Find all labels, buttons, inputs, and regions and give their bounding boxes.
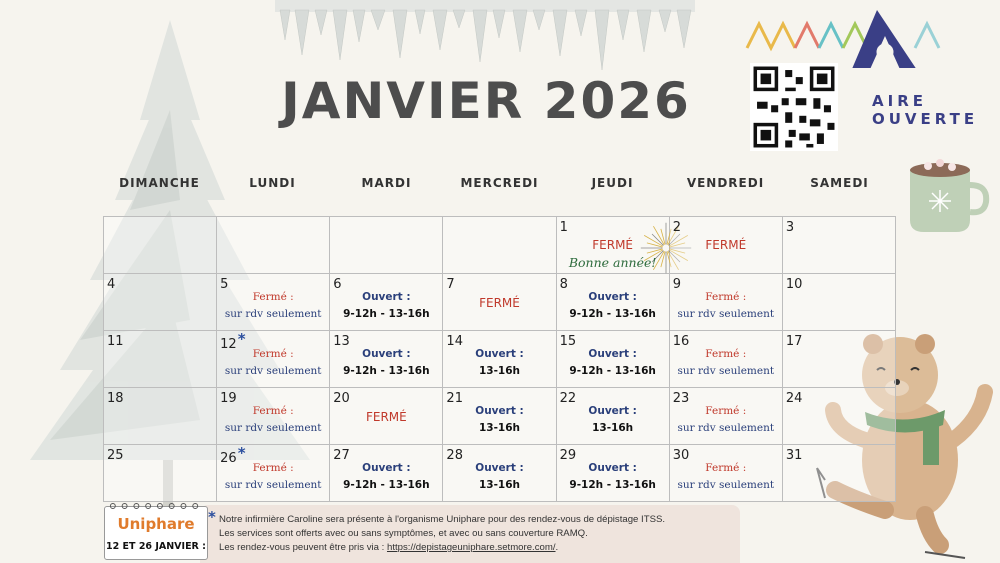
uniphare-dates: 12 ET 26 JANVIER : — [106, 541, 206, 552]
calendar-empty-cell — [217, 217, 330, 274]
open-label: Ouvert : — [588, 348, 637, 360]
day-number: 14 — [446, 334, 463, 349]
day-number: 9 — [672, 277, 681, 292]
footnote-line-2: Les services sont offerts avec ou sans symptômes, et avec ou sans couverture RAMQ. — [219, 528, 588, 539]
day-status — [670, 289, 782, 323]
new-year-greeting: Bonne année! — [568, 255, 657, 270]
day-status — [557, 237, 669, 271]
open-hours: 9-12h - 13-16h — [343, 365, 430, 377]
day-number: 3 — [785, 220, 795, 235]
appointment-only-label: sur rdv seulement — [677, 422, 775, 434]
open-label: Ouvert : — [475, 462, 524, 474]
calendar-day-18 — [104, 388, 217, 445]
hot-chocolate-mug-illustration — [900, 150, 990, 240]
closed-label: FERMÉ — [365, 410, 407, 424]
day-status — [330, 289, 442, 323]
closed-label: Fermé : — [252, 291, 294, 303]
notepad-rings-icon — [105, 502, 207, 510]
day-status — [217, 460, 329, 494]
calendar-day-12 — [217, 331, 330, 388]
open-hours: 13-16h — [478, 479, 521, 491]
calendar-day-13 — [330, 331, 443, 388]
calendar-day-14 — [443, 331, 556, 388]
open-hours: 9-12h - 13-16h — [569, 479, 656, 491]
calendar-day-2 — [670, 217, 783, 274]
day-number: 31 — [785, 448, 803, 463]
day-number: 23 — [672, 391, 690, 406]
appointment-only-label: sur rdv seulement — [224, 365, 322, 377]
aire-ouverte-logo-text — [872, 92, 978, 128]
footnote-star-marker: * — [237, 444, 246, 462]
closed-label: Fermé : — [705, 462, 747, 474]
aire-ouverte-logo-mark — [745, 8, 945, 68]
uniphare-badge — [104, 506, 208, 560]
open-label: Ouvert : — [475, 348, 524, 360]
day-status — [443, 460, 555, 494]
calendar-day-23 — [670, 388, 783, 445]
open-hours: 13-16h — [478, 422, 521, 434]
day-number: 5 — [220, 277, 229, 292]
day-header-saturday: SAMEDI — [810, 176, 869, 190]
footnote-text — [219, 513, 665, 555]
day-number: 8 — [559, 277, 568, 292]
day-number: 22 — [559, 391, 577, 406]
open-label: Ouvert : — [362, 291, 411, 303]
day-number: 19 — [220, 391, 237, 406]
open-hours: 9-12h - 13-16h — [569, 308, 656, 320]
day-status — [670, 403, 782, 437]
calendar-day-22 — [557, 388, 670, 445]
day-status — [557, 403, 669, 437]
calendar-empty-cell — [330, 217, 443, 274]
closed-label: Fermé : — [705, 348, 747, 360]
day-header-tuesday: MARDI — [361, 176, 412, 190]
day-number: 6 — [333, 277, 342, 292]
day-number: 18 — [107, 391, 124, 406]
open-label: Ouvert : — [362, 348, 411, 360]
closed-label: FERMÉ — [592, 238, 634, 252]
calendar-day-28 — [443, 445, 556, 502]
day-header-thursday: JEUDI — [591, 176, 634, 190]
day-number: 10 — [785, 277, 803, 292]
appointment-only-label: sur rdv seulement — [224, 308, 322, 320]
day-status — [557, 289, 669, 323]
calendar-day-6 — [330, 274, 443, 331]
calendar-day-4 — [104, 274, 217, 331]
calendar-day-8 — [557, 274, 670, 331]
day-header-wednesday: MERCREDI — [460, 176, 539, 190]
open-hours: 9-12h - 13-16h — [343, 308, 430, 320]
footnote-line-3-prefix: Les rendez-vous peuvent être pris via : — [219, 542, 387, 553]
open-hours: 13-16h — [592, 422, 634, 434]
closed-label: FERMÉ — [705, 238, 747, 252]
day-number: 20 — [333, 391, 350, 406]
day-number: 24 — [785, 391, 803, 406]
calendar-day-25 — [104, 445, 217, 502]
footnote-star-marker: * — [237, 330, 246, 348]
day-status — [443, 403, 555, 437]
calendar-day-7 — [443, 274, 556, 331]
day-status — [217, 403, 329, 437]
closed-label: FERMÉ — [479, 296, 520, 310]
calendar-day-15 — [557, 331, 670, 388]
open-hours: 9-12h - 13-16h — [343, 479, 430, 491]
calendar-day-26 — [217, 445, 330, 502]
day-number: 2 — [672, 220, 681, 235]
open-label: Ouvert : — [475, 405, 524, 417]
calendar-day-9 — [670, 274, 783, 331]
closed-label: Fermé : — [252, 348, 294, 360]
open-label: Ouvert : — [362, 462, 411, 474]
appointment-only-label: sur rdv seulement — [224, 422, 322, 434]
day-number: 17 — [785, 334, 803, 349]
day-number: 12 — [220, 337, 237, 352]
closed-label: Fermé : — [705, 291, 747, 303]
open-label: Ouvert : — [588, 462, 637, 474]
day-header-sunday: DIMANCHE — [119, 176, 200, 190]
calendar-day-16 — [670, 331, 783, 388]
day-status — [557, 460, 669, 494]
calendar-day-24 — [783, 388, 896, 445]
closed-label: Fermé : — [252, 405, 294, 417]
footnote-star: * — [208, 508, 216, 526]
calendar-day-29 — [557, 445, 670, 502]
day-number: 30 — [672, 448, 690, 463]
calendar-day-19 — [217, 388, 330, 445]
day-number: 27 — [333, 448, 350, 463]
day-number: 7 — [446, 277, 455, 292]
calendar-day-30 — [670, 445, 783, 502]
calendar-day-31 — [783, 445, 896, 502]
day-status — [217, 346, 329, 380]
calendar-empty-cell — [443, 217, 556, 274]
closed-label: Fermé : — [705, 405, 747, 417]
calendar-day-27 — [330, 445, 443, 502]
footnote-line-3 — [219, 541, 665, 555]
footnote-line-3-suffix: . — [555, 542, 559, 553]
day-status — [670, 237, 782, 254]
calendar-day-3 — [783, 217, 896, 274]
day-status — [330, 409, 442, 426]
day-header-friday: VENDREDI — [686, 176, 765, 190]
day-number: 4 — [107, 277, 116, 292]
day-number: 28 — [446, 448, 463, 463]
day-status — [330, 346, 442, 380]
calendar-day-5 — [217, 274, 330, 331]
footnote-line-1: Notre infirmière Caroline sera présente à l'organisme Uniphare pour des rendez-vous de dépistage ITSS. — [219, 514, 666, 525]
day-number: 21 — [446, 391, 463, 406]
day-number: 25 — [107, 448, 124, 463]
uniphare-logo: Uniphare — [117, 515, 195, 533]
appointment-only-label: sur rdv seulement — [677, 308, 775, 320]
day-status — [557, 346, 669, 380]
calendar-grid — [103, 216, 896, 502]
calendar-day-21 — [443, 388, 556, 445]
appointment-only-label: sur rdv seulement — [224, 479, 322, 491]
day-status — [443, 346, 555, 380]
open-label: Ouvert : — [588, 291, 637, 303]
calendar-day-11 — [104, 331, 217, 388]
day-status — [330, 460, 442, 494]
calendar-day-10 — [783, 274, 896, 331]
booking-link[interactable]: https://depistageuniphare.setmore.com/ — [386, 542, 556, 553]
logo-line-2: OUVERTE — [872, 110, 979, 128]
open-hours: 13-16h — [478, 365, 521, 377]
day-status — [443, 295, 555, 312]
calendar-day-1 — [557, 217, 670, 274]
day-number: 1 — [559, 220, 568, 235]
day-status — [217, 289, 329, 323]
day-number: 11 — [107, 334, 124, 349]
closed-label: Fermé : — [252, 462, 294, 474]
day-header-monday: LUNDI — [249, 176, 296, 190]
day-number: 26 — [220, 451, 237, 466]
day-number: 16 — [672, 334, 690, 349]
appointment-only-label: sur rdv seulement — [677, 479, 775, 491]
day-status — [670, 460, 782, 494]
day-number: 15 — [559, 334, 577, 349]
open-label: Ouvert : — [588, 405, 637, 417]
logo-line-1: AIRE — [872, 92, 927, 110]
appointment-only-label: sur rdv seulement — [677, 365, 775, 377]
calendar-day-20 — [330, 388, 443, 445]
page-title: JANVIER 2026 — [281, 72, 691, 130]
qr-code — [750, 63, 838, 151]
day-status — [670, 346, 782, 380]
open-hours: 9-12h - 13-16h — [569, 365, 656, 377]
calendar-day-17 — [783, 331, 896, 388]
day-number: 29 — [559, 448, 577, 463]
calendar-empty-cell — [104, 217, 217, 274]
day-number: 13 — [333, 334, 350, 349]
